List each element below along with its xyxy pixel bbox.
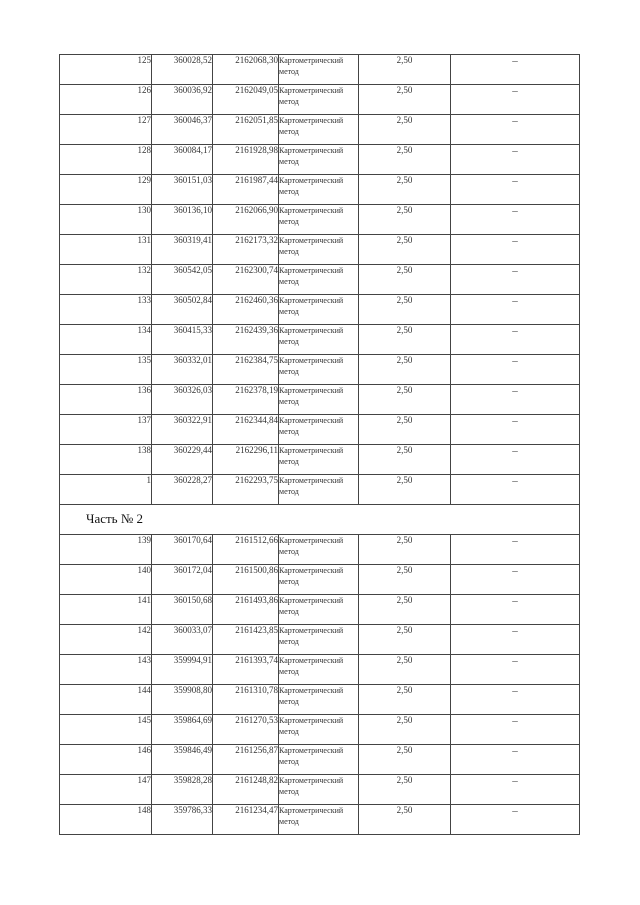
point-number: 136	[60, 385, 152, 415]
method-cell	[279, 115, 359, 145]
method-cell	[279, 145, 359, 175]
method-line-2: метод	[279, 607, 299, 616]
accuracy-value: 2,50	[359, 355, 451, 385]
table-row	[60, 295, 580, 325]
method-line-1: Картометрический	[279, 446, 344, 455]
accuracy-value: 2,50	[359, 565, 451, 595]
method-line-1: Картометрический	[279, 176, 344, 185]
accuracy-value: 2,50	[359, 655, 451, 685]
method-line-1: Картометрический	[279, 356, 344, 365]
method-cell	[279, 175, 359, 205]
point-number: 127	[60, 115, 152, 145]
point-number: 147	[60, 775, 152, 805]
method-cell	[279, 625, 359, 655]
method-cell	[279, 535, 359, 565]
method-line-1: Картометрический	[279, 626, 344, 635]
coordinates-table	[59, 54, 580, 835]
method-line-1: Картометрический	[279, 86, 344, 95]
table-row	[60, 115, 580, 145]
coordinate-y: 2161270,53	[213, 715, 279, 745]
part-2-rows	[60, 535, 580, 835]
point-number: 141	[60, 595, 152, 625]
method-cell	[279, 355, 359, 385]
point-number: 129	[60, 175, 152, 205]
coordinate-y: 2161248,82	[213, 775, 279, 805]
table-row	[60, 445, 580, 475]
method-cell	[279, 715, 359, 745]
method-line-1: Картометрический	[279, 656, 344, 665]
method-line-2: метод	[279, 667, 299, 676]
point-number: 128	[60, 145, 152, 175]
note-dash: –	[451, 355, 580, 385]
accuracy-value: 2,50	[359, 175, 451, 205]
method-cell	[279, 415, 359, 445]
section-header	[60, 505, 580, 535]
accuracy-value: 2,50	[359, 85, 451, 115]
coordinate-x: 359908,80	[152, 685, 213, 715]
coordinate-x: 360332,01	[152, 355, 213, 385]
coordinate-y: 2161493,86	[213, 595, 279, 625]
note-dash: –	[451, 265, 580, 295]
accuracy-value: 2,50	[359, 715, 451, 745]
coordinate-y: 2161423,85	[213, 625, 279, 655]
coordinate-x: 360326,03	[152, 385, 213, 415]
point-number: 131	[60, 235, 152, 265]
coordinate-x: 360319,41	[152, 235, 213, 265]
method-cell	[279, 565, 359, 595]
accuracy-value: 2,50	[359, 55, 451, 85]
coordinate-x: 360150,68	[152, 595, 213, 625]
coordinate-y: 2162066,90	[213, 205, 279, 235]
note-dash: –	[451, 715, 580, 745]
method-cell	[279, 295, 359, 325]
coordinate-x: 360415,33	[152, 325, 213, 355]
coordinate-x: 360172,04	[152, 565, 213, 595]
method-line-1: Картометрический	[279, 386, 344, 395]
method-line-1: Картометрический	[279, 56, 344, 65]
coordinate-x: 360502,84	[152, 295, 213, 325]
method-line-1: Картометрический	[279, 476, 344, 485]
note-dash: –	[451, 55, 580, 85]
table-row	[60, 205, 580, 235]
method-line-2: метод	[279, 727, 299, 736]
table-row	[60, 475, 580, 505]
method-line-1: Картометрический	[279, 716, 344, 725]
table-row	[60, 355, 580, 385]
accuracy-value: 2,50	[359, 265, 451, 295]
method-cell	[279, 265, 359, 295]
method-line-1: Картометрический	[279, 746, 344, 755]
coordinate-x: 360542,05	[152, 265, 213, 295]
coordinate-x: 360151,03	[152, 175, 213, 205]
method-line-2: метод	[279, 697, 299, 706]
method-line-1: Картометрический	[279, 596, 344, 605]
point-number: 138	[60, 445, 152, 475]
point-number: 137	[60, 415, 152, 445]
accuracy-value: 2,50	[359, 115, 451, 145]
coordinate-y: 2162344,84	[213, 415, 279, 445]
method-line-2: метод	[279, 277, 299, 286]
table-row	[60, 325, 580, 355]
point-number: 146	[60, 745, 152, 775]
table-row	[60, 595, 580, 625]
point-number: 130	[60, 205, 152, 235]
method-cell	[279, 85, 359, 115]
coordinate-x: 359786,33	[152, 805, 213, 835]
point-number: 145	[60, 715, 152, 745]
point-number: 143	[60, 655, 152, 685]
table-row	[60, 145, 580, 175]
point-number: 139	[60, 535, 152, 565]
accuracy-value: 2,50	[359, 805, 451, 835]
accuracy-value: 2,50	[359, 685, 451, 715]
coordinate-y: 2161500,86	[213, 565, 279, 595]
method-line-2: метод	[279, 367, 299, 376]
coordinate-y: 2162300,74	[213, 265, 279, 295]
method-line-2: метод	[279, 67, 299, 76]
coordinate-x: 359864,69	[152, 715, 213, 745]
method-cell	[279, 745, 359, 775]
method-line-1: Картометрический	[279, 776, 344, 785]
point-number: 134	[60, 325, 152, 355]
method-cell	[279, 805, 359, 835]
table-row	[60, 655, 580, 685]
coordinate-x: 360322,91	[152, 415, 213, 445]
table-row	[60, 685, 580, 715]
table-row	[60, 175, 580, 205]
table-row	[60, 565, 580, 595]
note-dash: –	[451, 235, 580, 265]
method-line-2: метод	[279, 427, 299, 436]
point-number: 133	[60, 295, 152, 325]
note-dash: –	[451, 175, 580, 205]
coordinate-x: 360228,27	[152, 475, 213, 505]
note-dash: –	[451, 745, 580, 775]
point-number: 140	[60, 565, 152, 595]
table-row	[60, 235, 580, 265]
accuracy-value: 2,50	[359, 385, 451, 415]
accuracy-value: 2,50	[359, 415, 451, 445]
accuracy-value: 2,50	[359, 325, 451, 355]
note-dash: –	[451, 205, 580, 235]
coordinate-y: 2161234,47	[213, 805, 279, 835]
method-line-2: метод	[279, 247, 299, 256]
method-line-1: Картометрический	[279, 116, 344, 125]
coordinate-y: 2162293,75	[213, 475, 279, 505]
method-cell	[279, 205, 359, 235]
table-row	[60, 775, 580, 805]
coordinates-sheet	[59, 54, 579, 835]
point-number: 1	[60, 475, 152, 505]
point-number: 135	[60, 355, 152, 385]
method-cell	[279, 475, 359, 505]
coordinate-y: 2162049,05	[213, 85, 279, 115]
method-cell	[279, 385, 359, 415]
note-dash: –	[451, 625, 580, 655]
method-line-1: Картометрический	[279, 266, 344, 275]
method-line-2: метод	[279, 307, 299, 316]
coordinate-y: 2162439,36	[213, 325, 279, 355]
note-dash: –	[451, 475, 580, 505]
table-row	[60, 415, 580, 445]
method-line-1: Картометрический	[279, 686, 344, 695]
coordinate-y: 2161310,78	[213, 685, 279, 715]
method-line-1: Картометрический	[279, 326, 344, 335]
method-cell	[279, 775, 359, 805]
note-dash: –	[451, 85, 580, 115]
coordinate-y: 2162051,85	[213, 115, 279, 145]
section-cell	[60, 505, 580, 535]
accuracy-value: 2,50	[359, 235, 451, 265]
coordinate-x: 360028,52	[152, 55, 213, 85]
method-cell	[279, 445, 359, 475]
note-dash: –	[451, 535, 580, 565]
accuracy-value: 2,50	[359, 145, 451, 175]
method-line-2: метод	[279, 637, 299, 646]
table-row	[60, 715, 580, 745]
method-line-2: метод	[279, 487, 299, 496]
point-number: 142	[60, 625, 152, 655]
method-line-2: метод	[279, 127, 299, 136]
table-row	[60, 805, 580, 835]
method-line-2: метод	[279, 757, 299, 766]
coordinate-x: 360033,07	[152, 625, 213, 655]
coordinate-y: 2161987,44	[213, 175, 279, 205]
note-dash: –	[451, 775, 580, 805]
accuracy-value: 2,50	[359, 445, 451, 475]
accuracy-value: 2,50	[359, 295, 451, 325]
accuracy-value: 2,50	[359, 535, 451, 565]
coordinate-y: 2162384,75	[213, 355, 279, 385]
note-dash: –	[451, 655, 580, 685]
method-cell	[279, 595, 359, 625]
table-row	[60, 625, 580, 655]
accuracy-value: 2,50	[359, 745, 451, 775]
method-line-1: Картометрический	[279, 566, 344, 575]
coordinate-x: 359828,28	[152, 775, 213, 805]
section-row	[60, 505, 580, 535]
coordinate-x: 360170,64	[152, 535, 213, 565]
method-line-2: метод	[279, 157, 299, 166]
table-row	[60, 55, 580, 85]
method-cell	[279, 325, 359, 355]
table-row	[60, 745, 580, 775]
method-line-2: метод	[279, 97, 299, 106]
method-line-2: метод	[279, 337, 299, 346]
note-dash: –	[451, 595, 580, 625]
note-dash: –	[451, 805, 580, 835]
method-cell	[279, 55, 359, 85]
coordinate-y: 2161928,98	[213, 145, 279, 175]
coordinate-y: 2162460,36	[213, 295, 279, 325]
note-dash: –	[451, 115, 580, 145]
coordinate-x: 360229,44	[152, 445, 213, 475]
coordinate-x: 360084,17	[152, 145, 213, 175]
coordinate-y: 2162173,32	[213, 235, 279, 265]
coordinate-x: 360036,92	[152, 85, 213, 115]
method-line-2: метод	[279, 547, 299, 556]
method-line-2: метод	[279, 787, 299, 796]
note-dash: –	[451, 325, 580, 355]
accuracy-value: 2,50	[359, 775, 451, 805]
method-cell	[279, 235, 359, 265]
point-number: 144	[60, 685, 152, 715]
accuracy-value: 2,50	[359, 205, 451, 235]
table-row	[60, 535, 580, 565]
point-number: 125	[60, 55, 152, 85]
table-row	[60, 85, 580, 115]
coordinate-y: 2162068,30	[213, 55, 279, 85]
part-1-rows	[60, 55, 580, 505]
method-line-1: Картометрический	[279, 236, 344, 245]
coordinate-x: 359846,49	[152, 745, 213, 775]
method-cell	[279, 655, 359, 685]
accuracy-value: 2,50	[359, 475, 451, 505]
note-dash: –	[451, 145, 580, 175]
method-line-2: метод	[279, 457, 299, 466]
method-line-1: Картометрический	[279, 206, 344, 215]
coordinate-y: 2161512,66	[213, 535, 279, 565]
note-dash: –	[451, 415, 580, 445]
table-row	[60, 385, 580, 415]
coordinate-y: 2162296,11	[213, 445, 279, 475]
point-number: 148	[60, 805, 152, 835]
coordinate-y: 2161393,74	[213, 655, 279, 685]
coordinate-y: 2161256,87	[213, 745, 279, 775]
point-number: 126	[60, 85, 152, 115]
coordinate-y: 2162378,19	[213, 385, 279, 415]
note-dash: –	[451, 295, 580, 325]
method-line-1: Картометрический	[279, 146, 344, 155]
table-row	[60, 265, 580, 295]
note-dash: –	[451, 565, 580, 595]
method-line-1: Картометрический	[279, 416, 344, 425]
method-line-2: метод	[279, 187, 299, 196]
note-dash: –	[451, 685, 580, 715]
section-title: Часть № 2	[86, 511, 144, 526]
method-line-1: Картометрический	[279, 536, 344, 545]
method-line-2: метод	[279, 397, 299, 406]
method-line-1: Картометрический	[279, 296, 344, 305]
accuracy-value: 2,50	[359, 595, 451, 625]
method-line-1: Картометрический	[279, 806, 344, 815]
point-number: 132	[60, 265, 152, 295]
coordinate-x: 360136,10	[152, 205, 213, 235]
note-dash: –	[451, 445, 580, 475]
method-line-2: метод	[279, 817, 299, 826]
note-dash: –	[451, 385, 580, 415]
coordinate-x: 360046,37	[152, 115, 213, 145]
method-cell	[279, 685, 359, 715]
accuracy-value: 2,50	[359, 625, 451, 655]
coordinate-x: 359994,91	[152, 655, 213, 685]
method-line-2: метод	[279, 217, 299, 226]
method-line-2: метод	[279, 577, 299, 586]
